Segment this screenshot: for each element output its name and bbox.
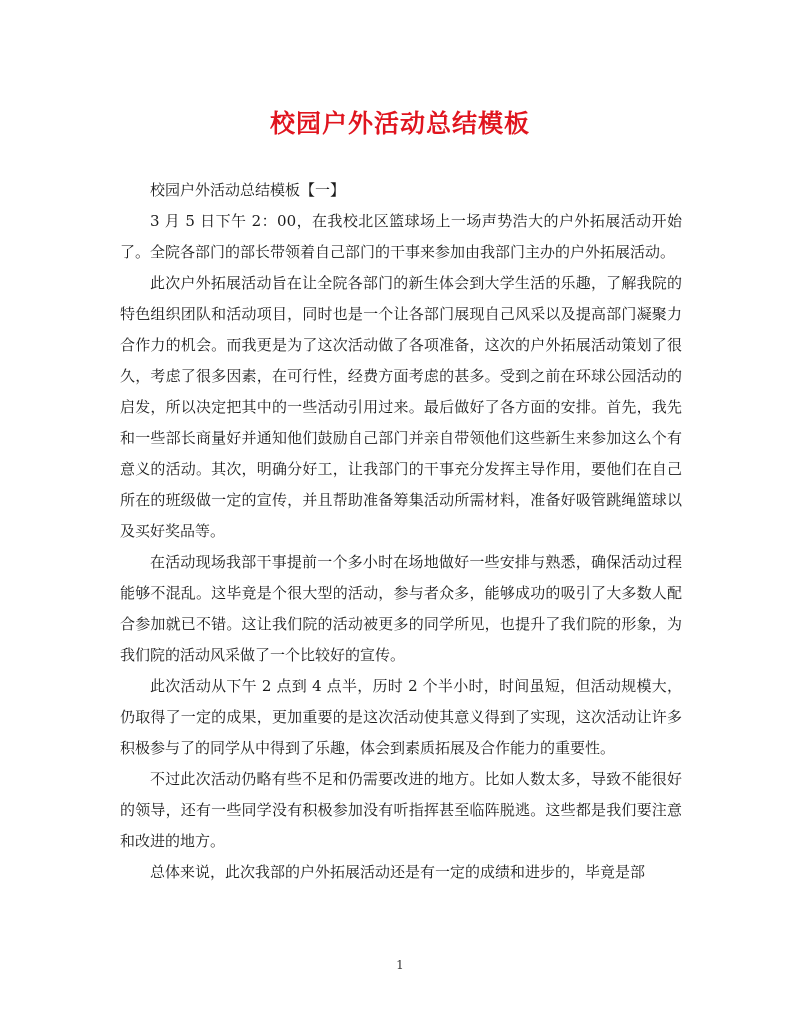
paragraph-subtitle: 校园户外活动总结模板【一】 <box>150 181 346 199</box>
document-title: 校园户外活动总结模板 <box>269 109 530 138</box>
page-number: 1 <box>396 958 404 972</box>
paragraph: 不过此次活动仍略有些不足和仍需要改进的地方。比如人数太多，导致不能很好的领导，还有一些同学没有积极参加没有听指挥甚至临阵脱逃。这些都是我们要注意和改进的地方。 <box>120 770 682 850</box>
paragraph: 此次户外拓展活动旨在让全院各部门的新生体会到大学生活的乐趣，了解我院的特色组织团队和活动项目，同时也是一个让各部门展现自己风采以及提高部门凝聚力合作力的机会。而我更是为了这次活动做了各项准备，这次的户外拓展活动策划了很久，考虑了很多因素，在可行性，经费方面考虑的甚多。受到之前在环球公园活动的启发，所以决定把其中的一些活动引用过来。最后做好了各方面的安排。首先，我先和一些部长商量好并通知他们鼓励自己部门并亲自带领他们这些新生来参加这么个有意义的活动。其次，明确分好工，让我部门的干事充分发挥主导作用，要他们在自己所在的班级做一定的宣传，并且帮助准备筹集活动所需材料，准备好吸管跳绳篮球以及买好奖品等。 <box>120 274 682 540</box>
paragraph: 3 月 5 日下午 2：00，在我校北区篮球场上一场声势浩大的户外拓展活动开始了。全院各部门的部长带领着自己部门的干事来参加由我部门主办的户外拓展活动。 <box>120 212 682 261</box>
document-body <box>120 175 682 888</box>
paragraph: 在活动现场我部干事提前一个多小时在场地做好一些安排与熟悉，确保活动过程能够不混乱。这毕竟是个很大型的活动，参与者众多，能够成功的吸引了大多数人配合参加就已不错。这让我们院的活动被更多的同学所见，也提升了我们院的形象，为我们院的活动风采做了一个比较好的宣传。 <box>120 553 682 664</box>
paragraph: 此次活动从下午 2 点到 4 点半，历时 2 个半小时，时间虽短，但活动规模大，仍取得了一定的成果，更加重要的是这次活动使其意义得到了实现，这次活动让许多积极参与了的同学从中得到了乐趣，体会到素质拓展及合作能力的重要性。 <box>120 677 682 757</box>
paragraph: 总体来说，此次我部的户外拓展活动还是有一定的成绩和进步的，毕竟是部 <box>150 863 646 881</box>
